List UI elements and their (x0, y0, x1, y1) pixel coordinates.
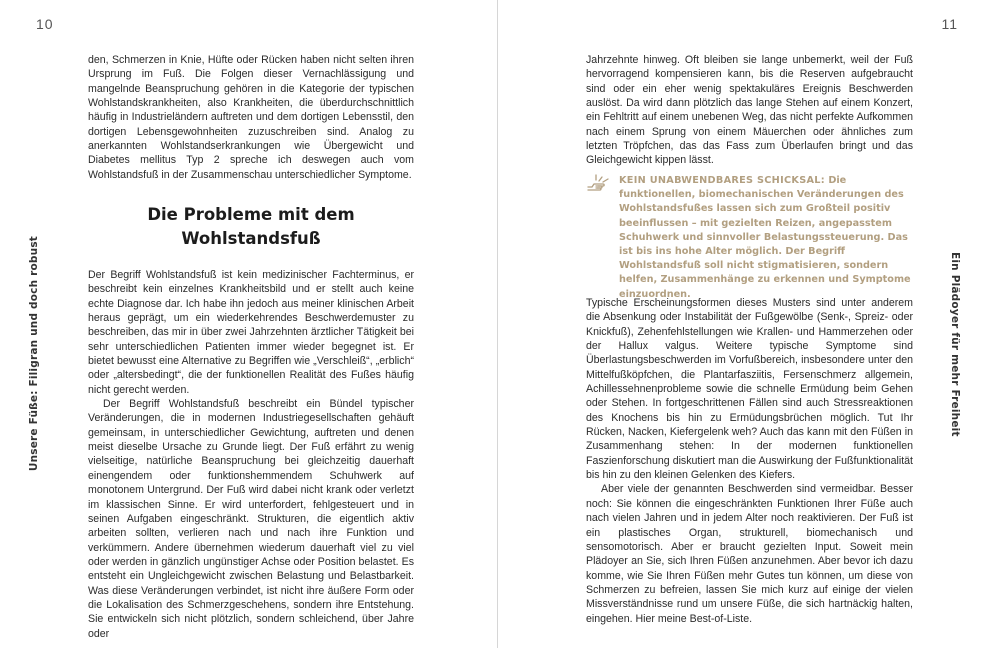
right-intro-paragraph: Jahrzehnte hinweg. Oft bleiben sie lange unbemerkt, weil der Fuß hervorragend kompensieren kann, bis die Reserven aufgebraucht sind oder ein eher wenig spektakuläres Ereignis Beschwerden auslöst. Da wird dann plötzlich das lange Stehen auf einem Konzert, ein Fehltritt auf einem unebenen Weg, das nicht perfekte Aufkommen nach einem Sprung von einem Mäuerchen oder ähnliches zum letzten Tröpfchen, das das Fass zum Überlaufen bringt und das Gleichgewicht kippen lässt. (586, 54, 913, 167)
right-body-paragraph-1: Typische Erscheinungsformen dieses Musters sind unter anderem die Absenkung oder Instabilität der Fußgewölbe (Senk-, Spreiz- oder Knickfuß), Zehenfehlstellungen wie Krallen- und Hammerzehen oder der Hallux valgus. Weitere typische Symptome sind Überlastungsbeschwerden im Vorfußbereich, insbesondere unter den Mittelfußköpfchen, die Plantarfasziitis, Fersenschmerz allgemein, Achillessehnenprobleme sowie die schnelle Ermüdung beim Gehen oder Stehen. In fortgeschrittenen Fällen sind auch Stressreaktionen des Knochens bis hin zu Ermüdungsbrüchen möglich. Tut Ihr Rücken, Nacken, Kiefergelenk weh? Auch das kann mit den Füßen in Zusammenhang stehen: In der modernen funktionellen Faszienforschung diskutiert man die Auswirkung der Fußfunktionalität bis hin zu den kleinen Gelenken des Kiefers. (586, 297, 913, 482)
left-intro-paragraph: den, Schmerzen in Knie, Hüfte oder Rücken haben nicht selten ihren Ursprung im Fuß. Die Folgen dieser Vernachlässigung und mangelnde Beanspruchung gehören in die Kategorie der typischen Wohlstandskrankheiten, also Krankheiten, die überdurchschnittlich häufig in Industrieländern auftreten und dem dortigen Lebensstil, den dortigen Lebensgewohnheiten zuzuschreiben sind. Analog zu anerkannten Wohlstandserkrankungen wie Übergewicht und Diabetes mellitus Typ 2 spreche ich deswegen auch vom Wohlstandsfuß in der Zusammenschau unterschiedlicher Symptome. (88, 54, 414, 181)
page-number-right: 11 (941, 16, 958, 32)
tip-label: KEIN UNABWENDBARES SCHICKSAL: (619, 175, 825, 186)
running-head-right: Ein Plädoyer für mehr Freiheit (949, 252, 961, 437)
right-page (498, 0, 995, 648)
page-number-left: 10 (36, 16, 54, 32)
right-body-text (586, 296, 913, 626)
tip-box (586, 174, 916, 302)
right-intro-text (586, 53, 913, 168)
left-page (0, 0, 497, 648)
section-heading (88, 203, 414, 251)
heading-line-2: Wohlstandsfuß (181, 229, 321, 248)
left-body-text (88, 268, 414, 641)
left-body-paragraph-2: Der Begriff Wohlstandsfuß beschreibt ein Bündel typischer Veränderungen, die in modernen Industriegesellschaften gehäuft gemeinsam, in unterschiedlicher Gewichtung, auftreten und denen meist dieselbe Ursache zu Grunde liegt. Der Fuß erfährt zu wenig vielseitige, natürliche Beanspruchung bei gleichzeitig dauerhaft einengendem oder funktionshemmendem Schuhwerk auf monotonem Untergrund. Der Fuß wird dabei nicht krank oder verletzt im klassischen Sinne. Er wird unterfordert, fehlgesteuert und in seinen Aufgaben eingeschränkt. Strukturen, die eigentlich aktiv arbeiten sollten, verlieren nach und nach ihre Funktion und verkümmern. Andere übernehmen wiederum dauerhaft viel zu viel oder werden in gänzlich ungünstiger Achse oder Position belastet. Es entsteht ein Ungleichgewicht zwischen Belastung und Belastbarkeit. Was diese Veränderungen verbindet, ist nicht ihre äußere Form oder die Lokalisation des Schmerzgeschehens, sondern ihre Entstehung. Sie entwickeln sich nicht plötzlich, sondern schleichend, über Jahre oder (88, 398, 414, 640)
tip-text (619, 174, 911, 302)
heading-line-1: Die Probleme mit dem (147, 205, 355, 224)
tip-body: Die funktionellen, biomechanischen Veränderungen des Wohlstandsfußes lassen sich zum Großteil positiv beeinflussen – mit gezielten Reizen, angepasstem Schuhwerk und sinnvoller Belastungssteuerung. Das ist bis ins hohe Alter möglich. Der Begriff Wohlstandsfuß soll nicht stigmatisieren, sondern helfen, Zusammenhänge zu erkennen und Symptome einzuordnen. (619, 175, 911, 300)
pointing-hand-icon (586, 174, 610, 194)
left-body-paragraph-1: Der Begriff Wohlstandsfuß ist kein medizinischer Fachterminus, er beschreibt kein einzelnes Krankheitsbild und er stellt auch keine echte Diagnose dar. Ich habe ihn jedoch aus meiner klinischen Arbeit heraus geprägt, um ein wiederkehrendes Beschwerdemuster zu beschreiben, das mir in über zwei Jahrzehnten ärztlicher Tätigkeit bei sehr unterschiedlichen Patienten immer wieder begegnet ist. Er bietet bewusst eine Alternative zu Begriffen wie „Verschleiß“, „erblich“ oder „altersbedingt“, die der funktionellen Realität des Fußes häufig nicht gerecht werden. (88, 269, 414, 396)
running-head-left: Unsere Füße: Filigran und doch robust (28, 236, 40, 472)
left-intro-text (88, 53, 414, 182)
right-body-paragraph-2: Aber viele der genannten Beschwerden sind vermeidbar. Besser noch: Sie können die eingeschränkten Funktionen Ihrer Füße auch nach vielen Jahren und in jedem Alter noch reaktivieren. Der Fuß ist ein plastisches Organ, strukturell, biomechanisch und sensomotorisch. Aber er braucht gezielten Input. Soweit mein Plädoyer an Sie, sich Ihren Füßen anzunehmen. Aber bevor ich dazu komme, wie Sie Ihren Füßen mehr Gutes tun können, um diese von Schmerzen zu befreien, lassen Sie mich kurz auf einige der vielen Missverständnisse rund um unsere Füße, die sich hartnäckig halten, eingehen. Hier meine Best-of-Liste. (586, 483, 913, 625)
